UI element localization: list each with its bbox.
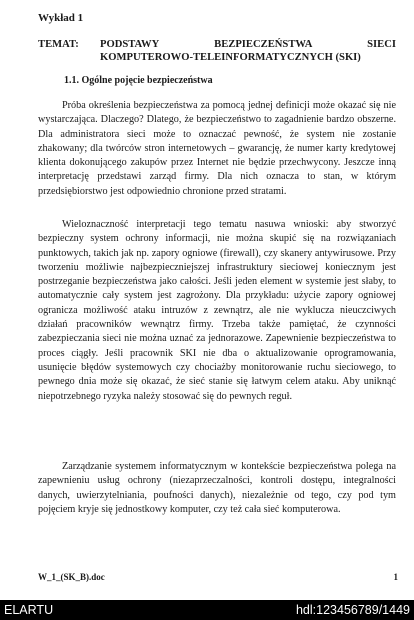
handle-identifier: hdl:123456789/1449 (295, 603, 410, 617)
paragraph: Wieloznaczność interpretacji tego tematu nasuwa wnioski: aby stworzyć bezpieczny system ochrony informacji, nie można skupić się na rozwiązaniach punktowych, takich jak np. zapory ogniowe (firewall), czy skanery antywirusowe. Przy tworzeniu możliwie najbezpieczniejszej infrastruktury sieciowej koniecznym jest postrzeganie bezpieczeństwa jako całości. Jeśli jeden element w systemie jest słaby, to automatycznie cały system jest zagrożony. Dla przykładu: użycie zapory ogniowej ogranicza możliwość ataku intruzów z zewnątrz, ale nie wyklucza nieuczciwych działań pracowników wewnątrz firmy. Trzeba także pamiętać, że czynności zabezpieczania sieci nie można uznać za jednorazowe. Zapewnienie bezpieczeństwa to proces ciągły. Jeśli pracownik SKI nie dba o aktualizowanie oprogramowania, usunięcie błędów systemowych czy chociażby monitorowanie ruchu sieciowego, to pewnego dnia może się okazać, że sieć stanie się łatwym celem ataku. Aby uniknąć niepotrzebnego ryzyka należy stosować się do pewnych reguł. (38, 219, 396, 402)
topic-title-line2: KOMPUTEROWO-TELEINFORMATYCZNYCH (SKI) (100, 52, 361, 63)
topic-title-line1: PODSTAWY BEZPIECZEŃSTWA SIECI (100, 39, 396, 50)
paragraph: Próba określenia bezpieczeństwa za pomocą jednej definicji może okazać się nie wystarczająca. Dlaczego? Dlatego, że bezpieczeństwo to zagadnienie bardzo obszerne. Dla administratora sieci może to oznaczać pewność, że system nie zostanie zhakowany; dla twórców stron internetowych – gwarancję, że numer karty kredytowej klienta dokonującego zakupów przez Internet nie będzie przechwycony. Jeszcze inną interpretację przedstawi zarząd firmy. Dla nich oznacza to stan, w którym przedsiębiorstwo jest odpowiednio chronione przed stratami. (38, 100, 396, 197)
viewer-status-bar (0, 600, 414, 620)
lecture-label: Wykład 1 (38, 12, 84, 24)
paragraph: Zarządzanie systemem informatycznym w kontekście bezpieczeństwa polega na zapewnieniu usług ochrony (niezaprzeczalności, kontroli dostępu, integralności danych, uwierzytelniania, poufności danych), niezależnie od tego, czy pod tym pojęciem kryje się jednostkowy komputer, czy też cała sieć komputerowa. (38, 461, 396, 515)
footer-filename: W_1_(SK_B).doc (38, 572, 105, 582)
topic-label: TEMAT: (38, 39, 79, 50)
section-heading: 1.1. Ogólne pojęcie bezpieczeństwa (64, 75, 213, 86)
footer-page-number: 1 (393, 572, 398, 582)
repository-name: ELARTU (4, 603, 54, 617)
